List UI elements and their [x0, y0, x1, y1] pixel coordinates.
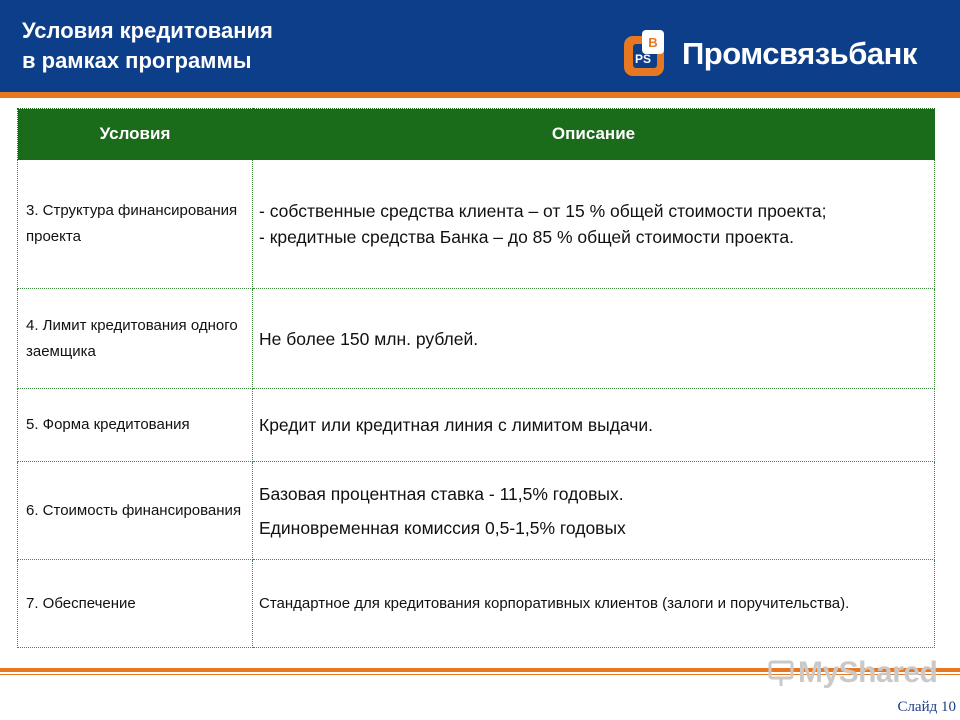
- table-row: [18, 462, 935, 560]
- description-cell: [253, 462, 935, 560]
- table-row: [18, 160, 935, 289]
- psb-logo-icon: [622, 30, 668, 78]
- page-title: [22, 16, 273, 76]
- column-header-conditions: Условия: [18, 109, 253, 160]
- bank-logo: [622, 28, 917, 80]
- description-line: Базовая процентная ставка - 11,5% годовых.: [259, 483, 624, 504]
- presentation-icon: [768, 658, 794, 688]
- table-row: [18, 289, 935, 389]
- slide-number: Слайд 10: [897, 699, 956, 715]
- condition-cell: 5. Форма кредитования: [18, 389, 253, 462]
- condition-cell: 3. Структура финансирования проекта: [18, 160, 253, 289]
- title-line-2: в рамках программы: [22, 48, 252, 73]
- watermark: [768, 656, 937, 690]
- title-line-1: Условия кредитования: [22, 18, 273, 43]
- description-line: Единовременная комиссия 0,5-1,5% годовых: [259, 517, 626, 538]
- table-row: [18, 560, 935, 648]
- description-line: Кредит или кредитная линия с лимитом выдачи.: [259, 415, 654, 435]
- description-line: Не более 150 млн. рублей.: [259, 328, 479, 349]
- bank-name: Промсвязьбанк: [682, 36, 917, 71]
- description-line: - собственные средства клиента – от 15 % общей стоимости проекта;: [259, 201, 827, 221]
- header-bar: [0, 0, 960, 92]
- table-header-row: [18, 109, 935, 160]
- conditions-table: [17, 108, 935, 648]
- svg-text:B: B: [648, 35, 658, 50]
- header-accent-line: [0, 92, 960, 98]
- conditions-table-wrap: [17, 108, 934, 648]
- description-line: - кредитные средства Банка – до 85 % общей стоимости проекта.: [259, 227, 794, 247]
- description-cell: [253, 560, 935, 648]
- svg-text:PS: PS: [634, 52, 652, 66]
- column-header-description: Описание: [253, 109, 935, 160]
- table-row: [18, 389, 935, 462]
- description-cell: [253, 389, 935, 462]
- watermark-text: MyShared: [798, 656, 938, 689]
- description-line: Стандартное для кредитования корпоративных клиентов (залоги и поручительства).: [259, 594, 850, 612]
- condition-cell: 7. Обеспечение: [18, 560, 253, 648]
- condition-cell: 6. Стоимость финансирования: [18, 462, 253, 560]
- condition-cell: 4. Лимит кредитования одного заемщика: [18, 289, 253, 389]
- description-cell: [253, 160, 935, 289]
- description-cell: [253, 289, 935, 389]
